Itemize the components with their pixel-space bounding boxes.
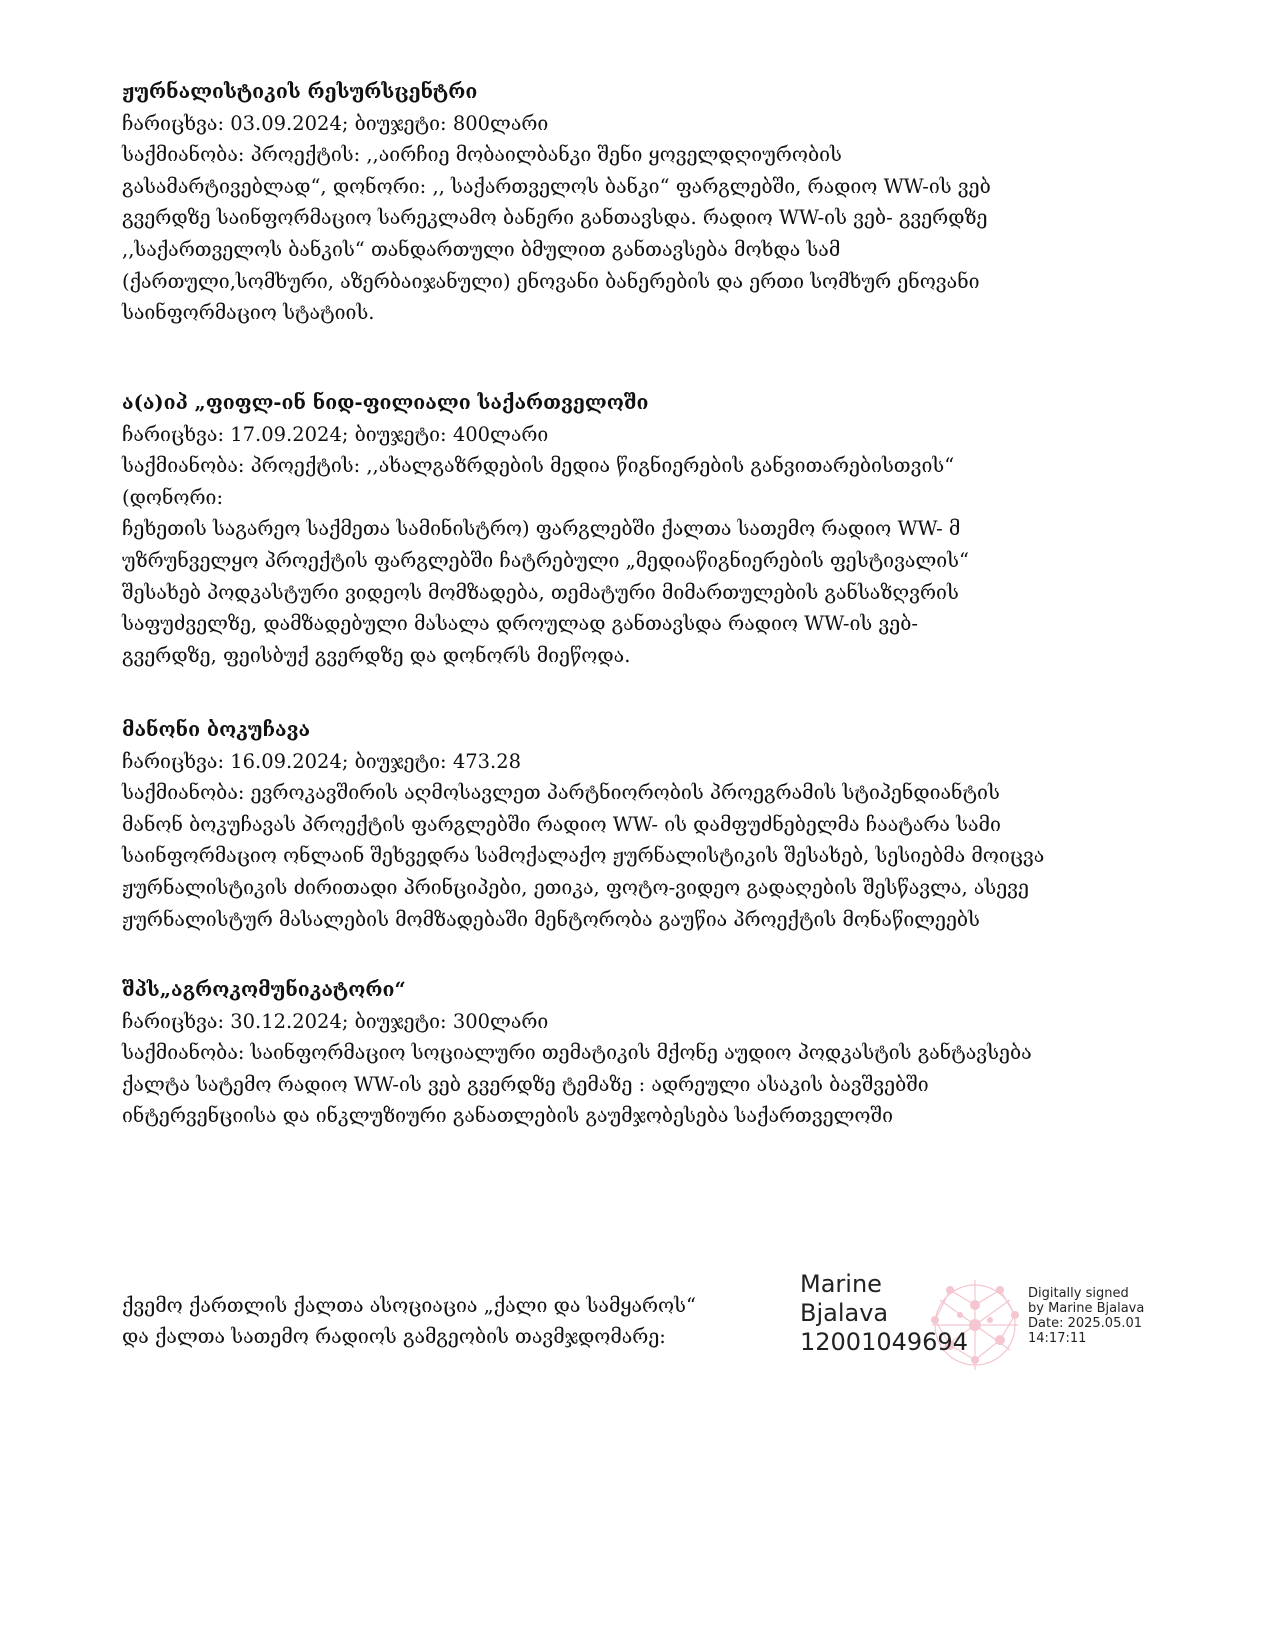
entry-line: უზრუნველყო პროექტის ფარგლებში ჩატრებული „მედიაწიგნიერების ფესტივალის“ bbox=[122, 548, 969, 572]
entry-line: ,,საქართველოს ბანკის“ თანდართული ბმულით განთავსება მოხდა სამ bbox=[122, 237, 841, 261]
signatory-line: ქვემო ქართლის ქალთა ასოციაცია „ქალი და სამყაროს“ bbox=[122, 1294, 696, 1317]
digital-signature bbox=[800, 1270, 1160, 1410]
signer-last-name: Bjalava bbox=[800, 1299, 889, 1327]
signature-detail-line: by Marine Bjalava bbox=[1028, 1301, 1145, 1316]
entry-line: ინტერვენციისა და ინკლუზიური განათლების გაუმჯობესება საქართველოში bbox=[122, 1104, 894, 1128]
signature-detail-line: Date: 2025.05.01 bbox=[1028, 1316, 1143, 1331]
entry-line: ჩეხეთის საგარეო საქმეთა სამინისტრო) ფარგლებში ქალთა სათემო რადიო WW- მ bbox=[122, 517, 961, 541]
entry-line: ჟურნალისტიკის ძირითადი პრინციპები, ეთიკა, ფოტო-ვიდეო გადაღების შესწავლა, ასევე bbox=[122, 875, 1029, 899]
entry-title: შპს„აგროკომუნიკატორი“ bbox=[122, 978, 406, 1001]
signatory-title bbox=[122, 1290, 696, 1352]
entry-line: შესახებ პოდკასტური ვიდეოს მომზადება, თემატური მიმართულების განსაზღვრის bbox=[122, 580, 959, 604]
entry-line: ჟურნალისტურ მასალების მომზადებაში მენტორობა გაუწია პროექტის მონაწილეებს bbox=[122, 907, 980, 931]
entry-line: ჩარიცხვა: 03.09.2024; ბიუჯეტი: 800ლარი bbox=[122, 111, 549, 135]
entry-line: ჩარიცხვა: 16.09.2024; ბიუჯეტი: 473.28 bbox=[122, 749, 522, 773]
entry-line: საინფორმაციო ონლაინ შეხვედრა სამოქალაქო ჟურნალისტიკის შესახებ, სესიებმა მოიცვა bbox=[122, 844, 1045, 868]
entry-journalism-resource-center bbox=[122, 76, 1162, 329]
entry-line: (ქართული,სომხური, აზერბაიჯანული) ენოვანი ბანერების და ერთი სომხურ ენოვანი bbox=[122, 269, 980, 293]
signature-detail-line: 14:17:11 bbox=[1028, 1331, 1087, 1346]
entry-title: ჟურნალისტიკის რესურსცენტრი bbox=[122, 80, 478, 103]
entry-line: ჩარიცხვა: 17.09.2024; ბიუჯეტი: 400ლარი bbox=[122, 422, 549, 446]
entry-line: ქალტა სატემო რადიო WW-ის ვებ გვერდზე ტემაზე : ადრეული ასაკის ბავშვებში bbox=[122, 1072, 929, 1096]
entry-agrocommunicator bbox=[122, 974, 1162, 1132]
entry-line: გვერდზე საინფორმაციო სარეკლამო ბანერი განთავსდა. რადიო WW-ის ვებ- გვერდზე bbox=[122, 206, 988, 230]
entry-line: გვერდზე, ფეისბუქ გვერდზე და დონორს მიეწოდა. bbox=[122, 643, 631, 667]
entry-line: საინფორმაციო სტატიის. bbox=[122, 301, 375, 325]
signer-name bbox=[800, 1270, 968, 1357]
entry-title: მანონი ბოკუჩავა bbox=[122, 718, 311, 741]
signatory-line: და ქალთა სათემო რადიოს გამგეობის თავმჯდომარე: bbox=[122, 1325, 666, 1348]
entry-line: ჩარიცხვა: 30.12.2024; ბიუჯეტი: 300ლარი bbox=[122, 1009, 549, 1033]
entry-manon-bokuchava bbox=[122, 714, 1162, 935]
signer-first-name: Marine bbox=[800, 1270, 882, 1298]
entry-line: მანონ ბოკუჩავას პროექტის ფარგლებში რადიო WW- ის დამფუძნებელმა ჩაატარა სამი bbox=[122, 812, 1001, 836]
entry-line: (დონორი: bbox=[122, 485, 224, 509]
entry-line: საქმიანობა: ევროკავშირის აღმოსავლეთ პარტნიორობის პროეგრამის სტიპენდიანტის bbox=[122, 781, 1000, 805]
entry-line: გასამარტივებლად“, დონორი: ,, საქართველოს ბანკი“ ფარგლებში, რადიო WW-ის ვებ bbox=[122, 174, 991, 198]
signer-id-number: 12001049694 bbox=[800, 1328, 968, 1356]
entry-line: საქმიანობა: პროექტის: ,,აირჩიე მობაილბანკი შენი ყოველდღიურობის bbox=[122, 143, 842, 167]
entry-people-in-need bbox=[122, 387, 1162, 671]
signature-detail-line: Digitally signed bbox=[1028, 1286, 1129, 1301]
entry-line: საქმიანობა: პროექტის: ,,ახალგაზრდების მედია წიგნიერების განვითარებისთვის“ bbox=[122, 454, 955, 478]
entry-title: ა(ა)იპ „ფიფლ-ინ ნიდ-ფილიალი საქართველოში bbox=[122, 391, 649, 414]
entry-line: საქმიანობა: საინფორმაციო სოციალური თემატიკის მქონე აუდიო პოდკასტის განტავსება bbox=[122, 1041, 1032, 1065]
signature-details bbox=[1028, 1286, 1144, 1346]
entry-line: საფუძველზე, დამზადებული მასალა დროულად განთავსდა რადიო WW-ის ვებ- bbox=[122, 612, 918, 636]
